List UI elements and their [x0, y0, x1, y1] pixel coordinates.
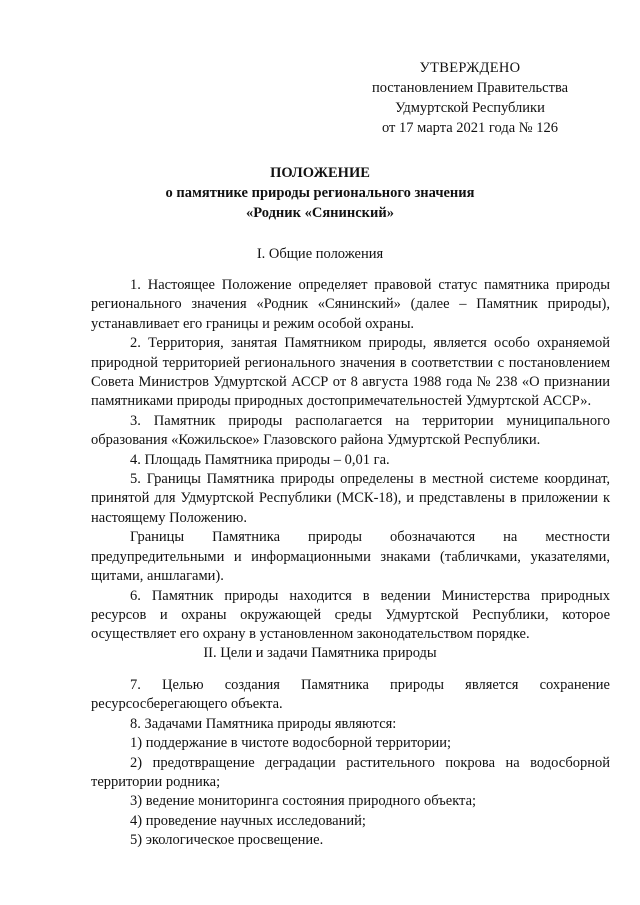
- document-title: [0, 163, 640, 223]
- paragraph: 3. Памятник природы располагается на территории муниципального образования «Кожильское» Глазовского района Удмуртской Республики.: [91, 412, 610, 449]
- approved-heading: УТВЕРЖДЕНО: [419, 60, 521, 76]
- title-line-3: «Родник «Сянинский»: [246, 205, 394, 221]
- paragraph: 5. Границы Памятника природы определены в местной системе координат, принятой для Удмуртской Республики (МСК-18), и представлены в приложении к настоящему Положению.: [91, 471, 610, 526]
- section-2-body: [91, 676, 610, 851]
- paragraph: 1. Настоящее Положение определяет правовой статус памятника природы регионального значения «Родник «Сянинский» (далее – Памятник природы), устанавливает его границы и режим особой охраны.: [91, 277, 610, 332]
- approved-line-3: от 17 марта 2021 года № 126: [382, 120, 558, 136]
- paragraph: 2. Территория, занятая Памятником природы, является особо охраняемой природной территорией регионального значения в соответствии с постановлением Совета Министров Удмуртской АССР от 8 августа 1988 года № 238 «О признании памятниками природы природных достопримечательностей Удмуртской АССР».: [91, 335, 610, 410]
- paragraph: 8. Задачами Памятника природы являются:: [130, 715, 397, 732]
- list-item: 1) поддержание в чистоте водосборной территории;: [130, 735, 452, 752]
- section-1-heading: I. Общие положения: [256, 246, 384, 262]
- paragraph: Границы Памятника природы обозначаются на местности предупредительными и информационными знаками (табличками, указателями, щитами, аншлагами).: [91, 529, 610, 585]
- paragraph: 6. Памятник природы находится в ведении Министерства природных ресурсов и охраны окружающей среды Удмуртской Республики, которое осуществляет его охрану в установленном законодательством порядке.: [91, 587, 610, 643]
- approved-line-1: постановлением Правительства: [371, 80, 569, 96]
- section-1-body: [91, 276, 610, 645]
- list-item: 4) проведение научных исследований;: [130, 812, 366, 829]
- approved-line-2: Удмуртской Республики: [395, 100, 545, 116]
- list-item: 5) экологическое просвещение.: [130, 832, 324, 849]
- title-line-1: ПОЛОЖЕНИЕ: [270, 165, 370, 181]
- paragraph: 7. Целью создания Памятника природы является сохранение ресурсосберегающего объекта.: [91, 677, 610, 713]
- title-line-2: о памятнике природы регионального значения: [165, 185, 475, 201]
- approval-stamp: [340, 58, 600, 138]
- list-item: 2) предотвращение деградации растительного покрова на водосборной территории родника;: [91, 754, 610, 791]
- section-2-heading: II. Цели и задачи Памятника природы: [203, 645, 437, 661]
- paragraph: 4. Площадь Памятника природы – 0,01 га.: [130, 451, 390, 468]
- list-item: 3) ведение мониторинга состояния природного объекта;: [130, 793, 477, 810]
